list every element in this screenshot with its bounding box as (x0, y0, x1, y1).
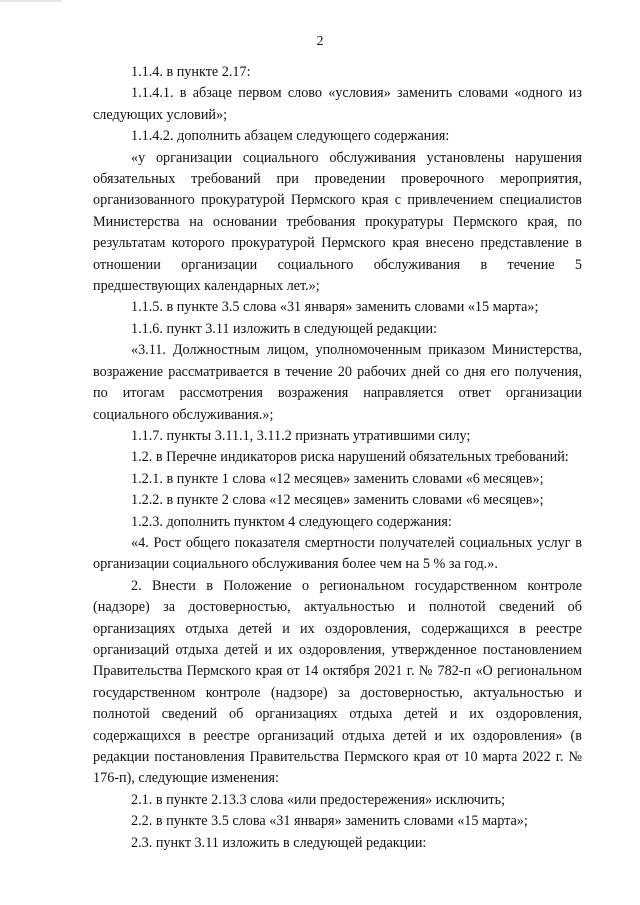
paragraph: 2.2. в пункте 3.5 слова «31 января» заменить словами «15 марта»; (131, 813, 528, 830)
paragraph: 1.1.4.2. дополнить абзацем следующего содержания: (131, 128, 450, 145)
paragraph: 1.1.7. пункты 3.11.1, 3.11.2 признать утратившими силу; (131, 427, 471, 444)
paragraph: 2.1. в пункте 2.13.3 слова «или предостережения» исключить; (131, 791, 506, 808)
paragraph: 2.3. пункт 3.11 изложить в следующей редакции: (131, 834, 427, 851)
paragraph: 1.2.3. дополнить пунктом 4 следующего содержания: (131, 513, 452, 530)
document-body (93, 62, 582, 854)
scan-edge-mark (0, 0, 62, 2)
paragraph: 1.1.4.1. в абзаце первом слово «условия» заменить словами «одного из следующих условий»; (93, 85, 582, 123)
paragraph: 1.1.6. пункт 3.11 изложить в следующей редакции: (131, 320, 438, 337)
paragraph: 1.1.4. в пункте 2.17: (131, 64, 251, 80)
paragraph: «4. Рост общего показателя смертности получателей социальных услуг в организации социального обслуживания более чем на 5 % за год.». (93, 534, 582, 573)
paragraph: 1.2. в Перечне индикаторов риска нарушений обязательных требований: (131, 449, 569, 466)
paragraph: «3.11. Должностным лицом, уполномоченным приказом Министерства, возражение рассматривается в течение 20 рабочих дней со дня его получения, по итогам рассмотрения возражения направляется ответ организации социального обслуживания.»; (93, 342, 582, 423)
paragraph: 1.2.2. в пункте 2 слова «12 месяцев» заменить словами «6 месяцев»; (131, 492, 544, 509)
paragraph: «у организации социального обслуживания установлены нарушения обязательных требований при проведении проверочного мероприятия, организованного прокуратурой Пермского края с привлечением специалистов Министерства на основании требования прокуратуры Пермского края, по результатам которого прокуратурой Пермского края внесено представление в отношении организации социального обслуживания в течение 5 предшествующих календарных лет.»; (93, 149, 582, 295)
paragraph: 1.2.1. в пункте 1 слова «12 месяцев» заменить словами «6 месяцев»; (131, 470, 544, 487)
paragraph: 2. Внести в Положение о региональном государственном контроле (надзоре) за достоверностью, актуальностью и полнотой сведений об организациях отдыха детей и их оздоровления, содержащихся в реестре организаций отдыха детей и их оздоровления, утвержденное постановлением Правительства Пермского края от 14 октября 2021 г. № 782-п «О региональном государственном контроле (надзоре) за достоверностью, актуальностью и полнотой сведений об организациях отдыха детей и их оздоровления, содержащихся в реестре организаций отдыха детей и их оздоровления» (в редакции постановления Правительства Пермского края от 10 марта 2022 г. № 176-п), следующие изменения: (93, 577, 582, 787)
paragraph: 1.1.5. в пункте 3.5 слова «31 января» заменить словами «15 марта»; (131, 299, 539, 316)
page-number: 2 (316, 34, 324, 49)
